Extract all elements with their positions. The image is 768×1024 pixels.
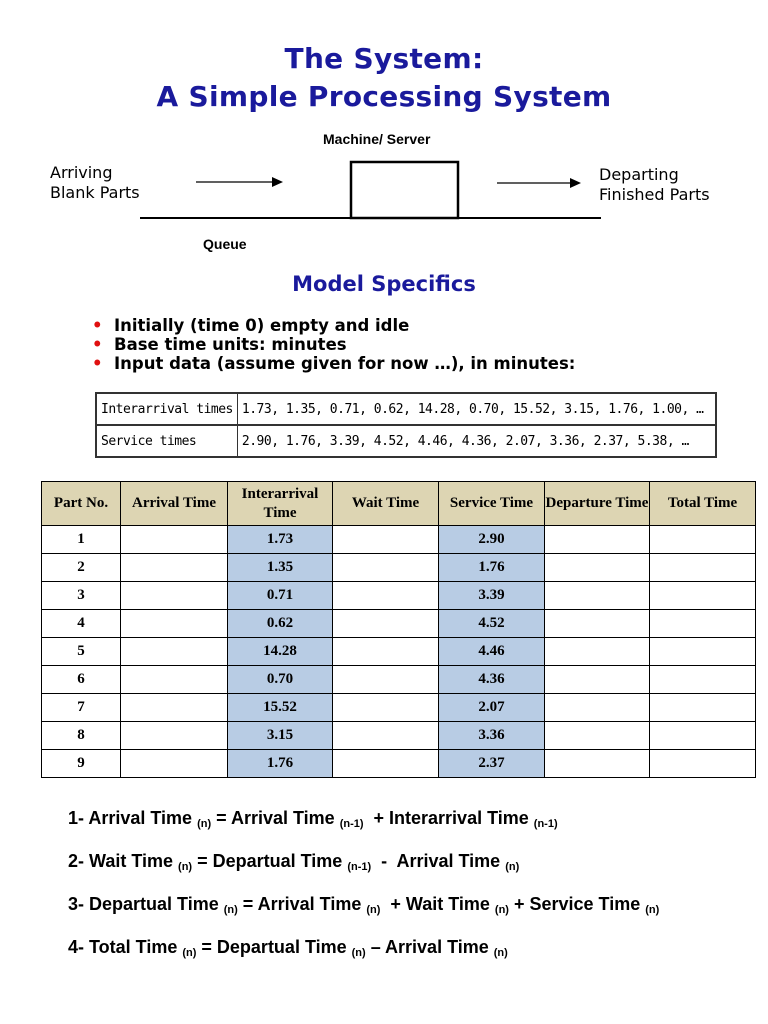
departure-time-cell: [545, 554, 650, 582]
formula-subscript: (n-1): [533, 818, 558, 830]
formula-text: + Wait Time: [380, 894, 495, 914]
wait-time-header: Wait Time: [333, 482, 439, 526]
part-no-cell: 9: [42, 750, 121, 778]
total-time-cell: [650, 722, 756, 750]
page-subtitle: A Simple Processing System: [156, 80, 612, 113]
departure-time-cell: [545, 638, 650, 666]
bullet-icon: •: [92, 316, 103, 335]
total-time-cell: [650, 526, 756, 554]
table-row: [42, 638, 756, 666]
formula-subscript: (n): [505, 861, 520, 873]
arrival-time-cell: [121, 610, 228, 638]
list-item: [92, 316, 575, 335]
table-row: [42, 694, 756, 722]
table-row: [42, 610, 756, 638]
total-time-cell: [650, 694, 756, 722]
part-no-cell: 8: [42, 722, 121, 750]
interarrival-time-cell: 1.35: [228, 554, 333, 582]
total-time-cell: [650, 610, 756, 638]
departure-time-cell: [545, 582, 650, 610]
arriving-label-line2: Blank Parts: [50, 183, 140, 202]
part-no-header: Part No.: [42, 482, 121, 526]
formula-text: + Service Time: [508, 894, 646, 914]
formula-subscript: (n): [366, 904, 381, 916]
departure-time-cell: [545, 526, 650, 554]
departure-time-cell: [545, 694, 650, 722]
service-time-cell: 3.39: [439, 582, 545, 610]
service-time-cell: 4.36: [439, 666, 545, 694]
formula-text: = Departual Time: [196, 937, 352, 957]
part-no-cell: 3: [42, 582, 121, 610]
total-time-cell: [650, 750, 756, 778]
interarrival-time-cell: 1.73: [228, 526, 333, 554]
wait-time-cell: [333, 750, 439, 778]
arrival-time-cell: [121, 582, 228, 610]
bullet-icon: •: [92, 335, 103, 354]
formulas: [68, 806, 659, 978]
service-time-cell: 2.07: [439, 694, 545, 722]
departing-label-line1: Departing: [599, 165, 679, 184]
interarrival-time-cell: 1.76: [228, 750, 333, 778]
formula-text: - Arrival Time: [371, 851, 506, 871]
list-item: [92, 335, 575, 354]
interarrival-time-cell: 3.15: [228, 722, 333, 750]
arrival-time-cell: [121, 722, 228, 750]
arrival-time-cell: [121, 666, 228, 694]
part-no-cell: 4: [42, 610, 121, 638]
formula-text: = Arrival Time: [237, 894, 367, 914]
formula-text: 1- Arrival Time: [68, 808, 198, 828]
formula-text: + Interarrival Time: [363, 808, 534, 828]
input-label: Service times: [96, 425, 237, 457]
interarrival-time-cell: 0.70: [228, 666, 333, 694]
interarrival-time-header: Interarrival Time: [228, 482, 333, 526]
interarrival-time-cell: 0.62: [228, 610, 333, 638]
input-values: 1.73, 1.35, 0.71, 0.62, 14.28, 0.70, 15.52, 3.15, 1.76, 1.00, …: [237, 393, 716, 425]
service-time-cell: 2.90: [439, 526, 545, 554]
interarrival-time-cell: 0.71: [228, 582, 333, 610]
server-label: Machine/ Server: [323, 131, 431, 147]
part-no-cell: 5: [42, 638, 121, 666]
formula-line: [68, 935, 659, 978]
interarrival-time-cell: 15.52: [228, 694, 333, 722]
model-specifics-heading: Model Specifics: [292, 272, 476, 296]
formula-line: [68, 806, 659, 849]
service-time-cell: 2.37: [439, 750, 545, 778]
interarrival-time-cell: 14.28: [228, 638, 333, 666]
arrival-time-cell: [121, 554, 228, 582]
table-row: [42, 666, 756, 694]
queue-label: Queue: [203, 236, 247, 252]
formula-subscript: (n): [223, 904, 238, 916]
total-time-cell: [650, 554, 756, 582]
wait-time-cell: [333, 666, 439, 694]
total-time-cell: [650, 582, 756, 610]
part-no-cell: 6: [42, 666, 121, 694]
arrival-arrow-head: [272, 177, 283, 187]
formula-subscript: (n): [494, 904, 509, 916]
formula-subscript: (n): [197, 818, 212, 830]
departure-arrow-head: [570, 178, 581, 188]
input-data-table: [95, 392, 717, 458]
wait-time-cell: [333, 526, 439, 554]
wait-time-cell: [333, 638, 439, 666]
wait-time-cell: [333, 582, 439, 610]
process-diagram: [0, 150, 768, 230]
table-row: [96, 393, 716, 425]
formula-line: [68, 849, 659, 892]
part-no-cell: 1: [42, 526, 121, 554]
input-label: Interarrival times: [96, 393, 237, 425]
arrival-time-cell: [121, 694, 228, 722]
total-time-cell: [650, 666, 756, 694]
formula-subscript: (n): [645, 904, 660, 916]
formula-subscript: (n): [182, 947, 197, 959]
formula-line: [68, 892, 659, 935]
wait-time-cell: [333, 554, 439, 582]
departure-time-cell: [545, 666, 650, 694]
list-item: [92, 354, 575, 373]
table-row: [42, 554, 756, 582]
formula-subscript: (n-1): [347, 861, 372, 873]
formula-text: = Arrival Time: [211, 808, 340, 828]
total-time-cell: [650, 638, 756, 666]
table-row: [42, 750, 756, 778]
formula-subscript: (n): [178, 861, 193, 873]
arrival-time-cell: [121, 526, 228, 554]
table-row: [42, 582, 756, 610]
specifics-list: [92, 316, 575, 373]
wait-time-cell: [333, 722, 439, 750]
page-title: The System:: [284, 42, 484, 75]
service-time-cell: 3.36: [439, 722, 545, 750]
list-item-text: Initially (time 0) empty and idle: [114, 316, 410, 335]
table-row: [42, 722, 756, 750]
total-time-header: Total Time: [650, 482, 756, 526]
formula-text: – Arrival Time: [365, 937, 494, 957]
departure-time-header: Departure Time: [545, 482, 650, 526]
service-time-cell: 1.76: [439, 554, 545, 582]
formula-text: = Departual Time: [192, 851, 348, 871]
service-time-cell: 4.52: [439, 610, 545, 638]
formula-subscript: (n): [493, 947, 508, 959]
service-time-header: Service Time: [439, 482, 545, 526]
table-header-row: [42, 482, 756, 526]
list-item-text: Input data (assume given for now …), in minutes:: [114, 354, 576, 373]
departure-time-cell: [545, 722, 650, 750]
bullet-icon: •: [92, 354, 103, 373]
service-time-cell: 4.46: [439, 638, 545, 666]
simulation-table: [41, 481, 756, 778]
formula-text: 4- Total Time: [68, 937, 183, 957]
arrival-time-header: Arrival Time: [121, 482, 228, 526]
server-box: [351, 162, 458, 218]
arriving-label-line1: Arriving: [50, 163, 113, 182]
formula-subscript: (n): [351, 947, 366, 959]
formula-text: 2- Wait Time: [68, 851, 179, 871]
table-row: [42, 526, 756, 554]
wait-time-cell: [333, 610, 439, 638]
input-values: 2.90, 1.76, 3.39, 4.52, 4.46, 4.36, 2.07, 3.36, 2.37, 5.38, …: [237, 425, 716, 457]
arrival-time-cell: [121, 638, 228, 666]
list-item-text: Base time units: minutes: [114, 335, 347, 354]
part-no-cell: 2: [42, 554, 121, 582]
arrival-time-cell: [121, 750, 228, 778]
departure-time-cell: [545, 610, 650, 638]
formula-subscript: (n-1): [339, 818, 364, 830]
part-no-cell: 7: [42, 694, 121, 722]
table-row: [96, 425, 716, 457]
departing-label-line2: Finished Parts: [599, 185, 710, 204]
wait-time-cell: [333, 694, 439, 722]
formula-text: 3- Departual Time: [68, 894, 224, 914]
departure-time-cell: [545, 750, 650, 778]
